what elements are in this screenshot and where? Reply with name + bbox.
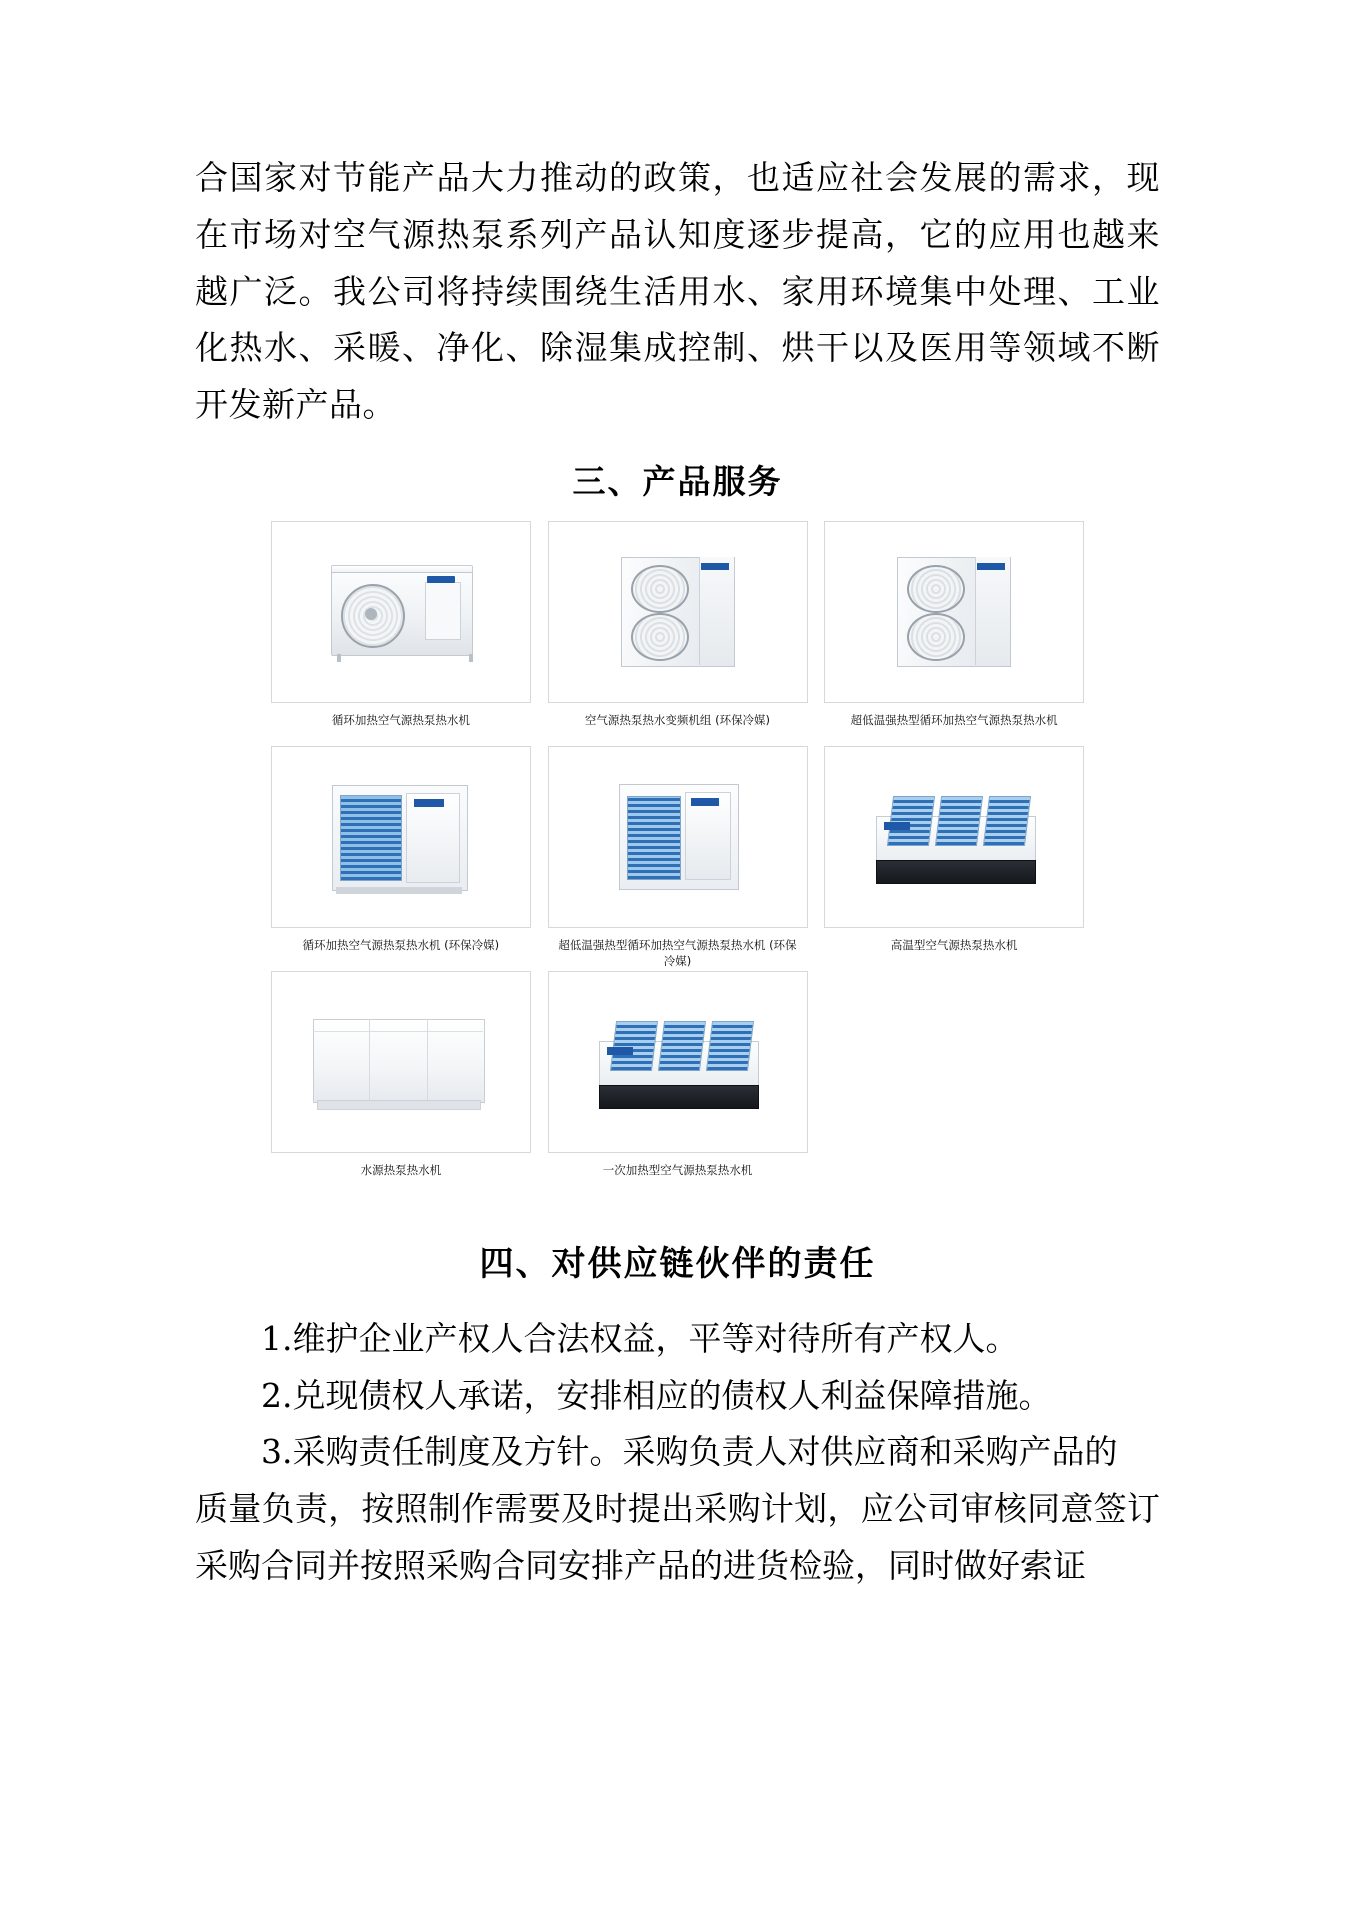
gallery-row-1 [263, 521, 1093, 746]
product-photo [271, 746, 531, 928]
responsibility-item-2: 2.兑现债权人承诺，安排相应的债权人利益保障措施。 [261, 1375, 1052, 1415]
product-caption: 超低温强热型循环加热空气源热泵热水机 [850, 712, 1058, 727]
product-card [539, 746, 816, 971]
product-card [539, 971, 816, 1196]
heat-pump-modular-chiller-icon [585, 1007, 770, 1117]
product-card [263, 521, 540, 746]
heat-pump-tower-dual-fan-icon [603, 547, 753, 677]
product-card [263, 971, 540, 1196]
product-photo [824, 746, 1084, 928]
heat-pump-tower-dual-fan-icon [879, 547, 1029, 677]
responsibility-item-3-continued: 质量负责，按照制作需要及时提出采购计划，应公司审核同意签订采购合同并按照采购合同安排产品的进货检验，同时做好索证 [195, 1489, 1160, 1585]
product-card [816, 746, 1093, 971]
gallery-row-2 [263, 746, 1093, 971]
product-caption: 水源热泵热水机 [360, 1162, 442, 1177]
page-content [195, 150, 1160, 1595]
heat-pump-blue-coil-cabinet-icon [603, 774, 753, 900]
product-photo [548, 521, 808, 703]
product-caption: 一次加热型空气源热泵热水机 [602, 1162, 753, 1177]
product-photo [824, 521, 1084, 703]
product-photo [548, 971, 808, 1153]
heat-pump-horizontal-single-fan-icon [313, 558, 488, 666]
product-gallery [263, 521, 1093, 1196]
section-heading-products: 三、产品服务 [572, 461, 783, 501]
gallery-row-3 [263, 971, 1093, 1196]
water-source-heat-pump-box-icon [303, 1007, 498, 1117]
product-caption: 高温型空气源热泵热水机 [890, 937, 1018, 952]
heat-pump-blue-coil-cabinet-icon [318, 777, 483, 897]
intro-paragraph: 合国家对节能产品大力推动的政策，也适应社会发展的需求，现在市场对空气源热泵系列产品认知度逐步提高，它的应用也越来越广泛。我公司将持续围绕生活用水、家用环境集中处理、工业化热水、采暖、净化、除湿集成控制、烘干以及医用等领域不断开发新产品。 [195, 158, 1160, 424]
responsibility-item-3: 3.采购责任制度及方针。采购负责人对供应商和采购产品的 [261, 1432, 1118, 1472]
product-photo [271, 521, 531, 703]
product-caption: 循环加热空气源热泵热水机 [331, 712, 470, 727]
product-caption: 空气源热泵热水变频机组 (环保冷媒) [584, 712, 771, 727]
product-caption: 超低温强热型循环加热空气源热泵热水机 (环保冷媒) [558, 937, 797, 969]
product-card [263, 746, 540, 971]
product-caption: 循环加热空气源热泵热水机 (环保冷媒) [302, 937, 500, 952]
product-photo [548, 746, 808, 928]
product-photo [271, 971, 531, 1153]
section-heading-supply-chain: 四、对供应链伙伴的责任 [479, 1243, 876, 1284]
product-card [539, 521, 816, 746]
product-card [816, 521, 1093, 746]
responsibility-item-1: 1.维护企业产权人合法权益，平等对待所有产权人。 [261, 1318, 1019, 1358]
heat-pump-modular-chiller-icon [862, 782, 1047, 892]
